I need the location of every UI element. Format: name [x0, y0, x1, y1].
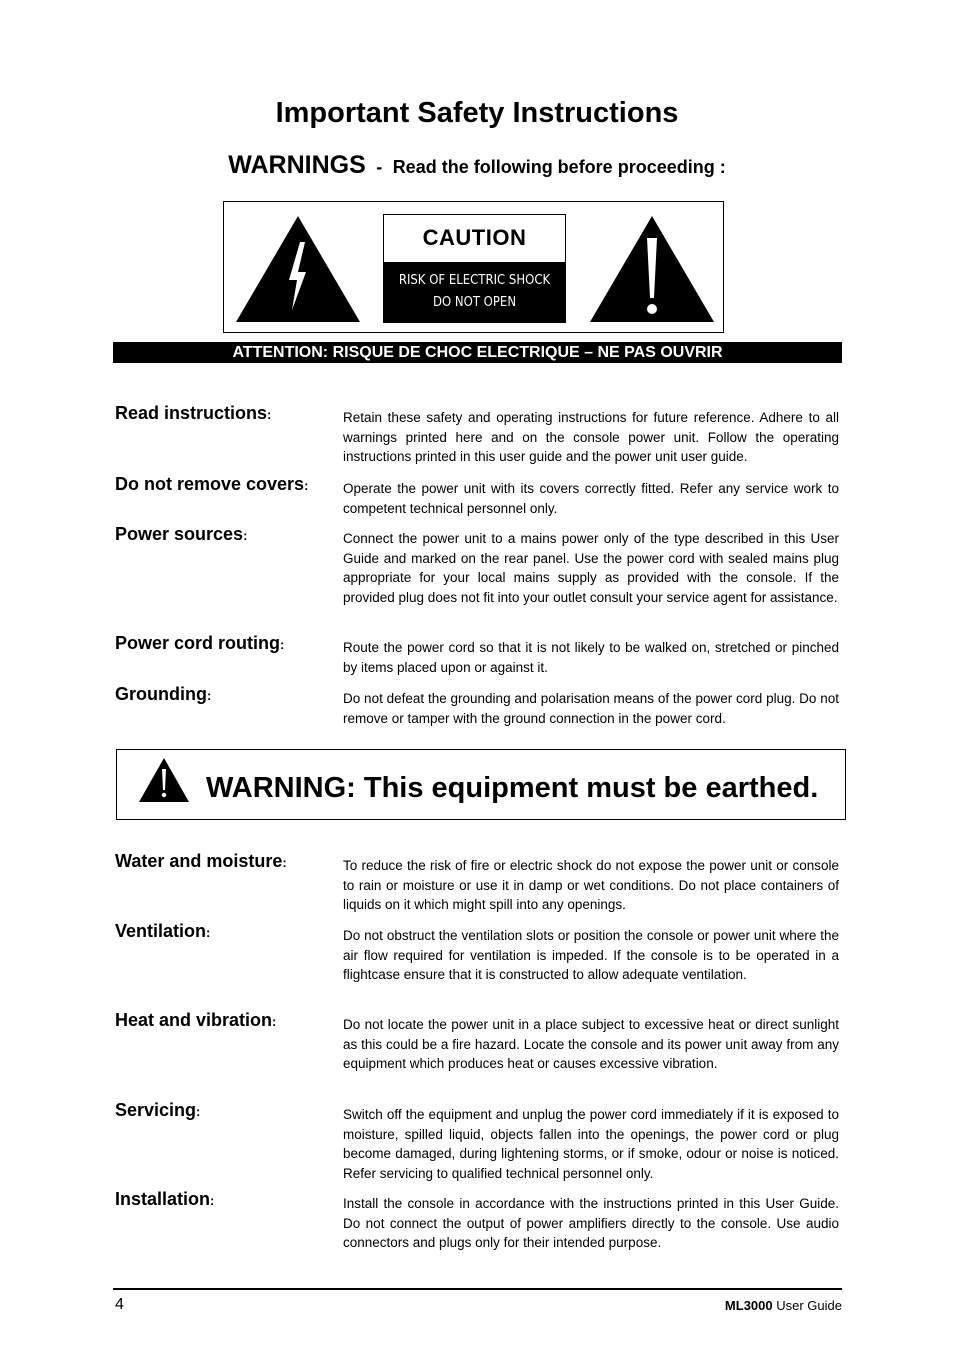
instruction-text: Operate the power unit with its covers correctly fitted. Refer any service work to competent technical personnel only. [343, 481, 839, 516]
instruction-label: Water and moisture: [115, 851, 287, 871]
earth-warning-text: WARNING: This equipment must be earthed. [206, 772, 819, 804]
instruction-text: Do not defeat the grounding and polarisation means of the power cord plug. Do not remove or tamper with the ground connection in the power cord. [343, 691, 839, 726]
instruction-text: Install the console in accordance with the instructions printed in this User Guide. Do not connect the output of power amplifiers directly to the console. Use audio connectors and plugs only for their intended purpose. [343, 1196, 839, 1251]
instruction-text: Do not locate the power unit in a place subject to excessive heat or direct sunlight as this could be a fire hazard. Locate the console and its power unit away from any equipment which produces heat or causes excessive vibration. [343, 1017, 839, 1072]
instruction-text: Connect the power unit to a mains power only of the type described in this User Guide and marked on the rear panel. Use the power cord with sealed mains plug appropriate for your local mains supply as provided with the console. If the provided plug does not fit into your outlet consult your service agent for assistance. [343, 531, 839, 605]
instruction-label: Do not remove covers: [115, 474, 309, 494]
caution-title: CAUTION [422, 225, 527, 250]
instruction-label: Grounding: [115, 684, 212, 704]
warnings-separator: - [376, 157, 383, 177]
caution-notice [384, 262, 565, 322]
attention-banner: ATTENTION: RISQUE DE CHOC ELECTRIQUE – NE PAS OUVRIR [113, 342, 842, 363]
instruction-label: Power cord routing: [115, 633, 285, 653]
instruction-text: To reduce the risk of fire or electric shock do not expose the power unit or console to rain or moisture or use it in damp or wet conditions. Do not place containers of liquids on it which might spill into any openings. [343, 858, 839, 913]
instruction-label: Power sources: [115, 524, 248, 544]
instruction-label: Read instructions: [115, 403, 272, 423]
instruction-text: Route the power cord so that it is not likely to be walked on, stretched or pinched by items placed upon or against it. [343, 640, 839, 675]
instruction-label: Installation: [115, 1189, 215, 1209]
instruction-label: Heat and vibration: [115, 1010, 277, 1030]
caution-label [383, 214, 566, 323]
footer-divider [113, 1288, 842, 1290]
instruction-label: Ventilation: [115, 921, 211, 941]
instruction-text: Switch off the equipment and unplug the power cord immediately if it is exposed to moisture, spilled liquid, objects fallen into the openings, the power cord or plug become damaged, during lightening storms, or if smoke, odour or noise is noticed. Refer servicing to qualified technical personnel only. [343, 1107, 839, 1181]
footer-product: ML3000 [724, 1298, 773, 1313]
caution-line-2: DO NOT OPEN [432, 295, 517, 310]
warnings-label: WARNINGS [228, 151, 366, 179]
electric-shock-icon [234, 214, 362, 324]
warnings-subtitle: Read the following before proceeding : [392, 157, 726, 177]
instruction-text: Retain these safety and operating instructions for future reference. Adhere to all warnings printed here and on the console power unit. Follow the operating instructions printed in this user guide and the power unit user guide. [343, 410, 839, 465]
earth-warning-box [116, 749, 846, 820]
warning-triangle-icon [138, 757, 190, 803]
exclamation-warning-icon [588, 214, 716, 324]
warnings-heading [0, 151, 954, 180]
safety-symbols-box [223, 201, 724, 333]
instruction-label: Servicing: [115, 1100, 201, 1120]
page-title: Important Safety Instructions [275, 97, 679, 129]
instruction-text: Do not obstruct the ventilation slots or position the console or power unit where the air flow required for ventilation is impeded. If the console is to be operated in a flightcase ensure that it is constructed to allow adequate ventilation. [343, 928, 839, 983]
footer-doc-title [725, 1298, 842, 1313]
footer-doc-name: User Guide [776, 1298, 842, 1313]
page-number: 4 [115, 1296, 124, 1313]
caution-line-1: RISK OF ELECTRIC SHOCK [398, 273, 551, 288]
